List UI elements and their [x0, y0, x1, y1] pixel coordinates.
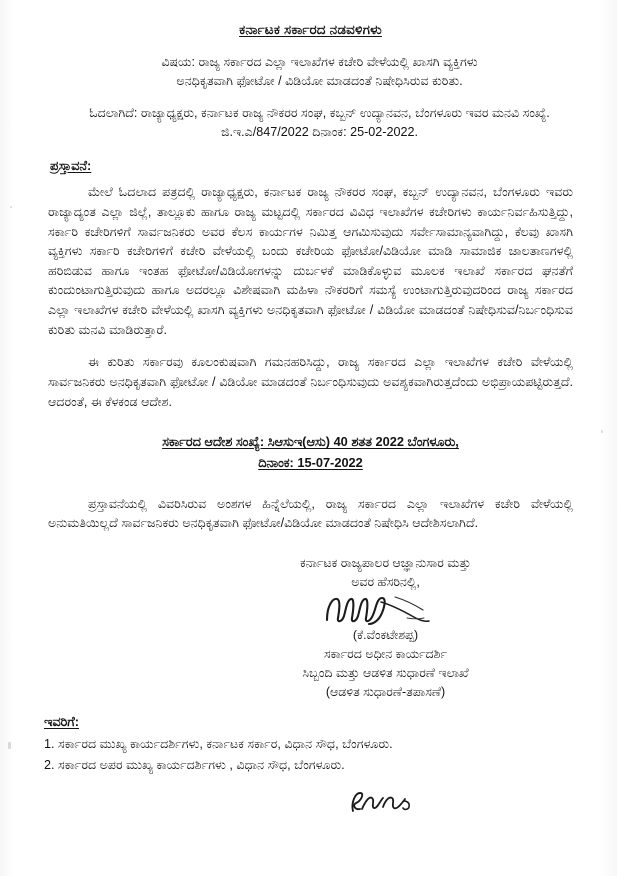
handwritten-initials-icon: [347, 789, 417, 815]
scan-artifact: [8, 742, 11, 749]
subject-block: [42, 53, 579, 91]
reference-line-1: ಓದಲಾಗಿದೆ: ರಾಜ್ಯಾಧ್ಯಕ್ಷರು, ಕರ್ನಾಟಕ ರಾಜ್ಯ ನೌಕರರ ಸಂಘ, ಕಬ್ಬನ್ ಉದ್ಯಾನವನ,: [89, 106, 412, 121]
scan-artifact: [601, 430, 603, 433]
distribution-heading: ಇವರಿಗೆ:: [44, 714, 79, 730]
signatory-name: (ಕೆ.ವೆಂಕಟೇಶಪ್ಪ): [352, 628, 419, 643]
authority-line-2: ಅವರ ಹೆಸರಿನಲ್ಲಿ,: [351, 574, 420, 589]
preamble-heading: ಪ್ರಸ್ತಾವನೆ:: [50, 158, 92, 174]
order-date-line: ದಿನಾಂಕ: 15-07-2022: [258, 455, 363, 471]
preamble-paragraph-2: ಈ ಕುರಿತು ಸರ್ಕಾರವು ಕೂಲಂಕುಷವಾಗಿ ಗಮನಹರಿಸಿದ್ದು, ರಾಜ್ಯ ಸರ್ಕಾರದ ಎಲ್ಲಾ ಇಲಾಖೆಗಳ ಕಚೇರಿ ವೇಳೆಯಲ್ಲಿ ಸಾರ್ವಜನಿಕರು ಅನಧಿಕೃತವಾಗಿ ಫೋಟೋ / ವಿಡಿಯೋ ಮಾಡದಂತೆ ನಿರ್ಬಂಧಿಸುವುದು ಅವಶ್ಯಕವಾಗಿರುತ್ತದೆಂದು ಅಭಿಪ್ರಾಯಪಟ್ಟಿರುತ್ತದೆ. ಆದರಂತೆ, ಈ ಕೆಳಕಂಡ ಆದೇಶ.: [48, 355, 573, 409]
signatory-designation: ಸರ್ಕಾರದ ಅಧೀನ ಕಾರ್ಯದರ್ಶಿ: [324, 647, 447, 662]
authority-line-1: ಕರ್ನಾಟಕ ರಾಜ್ಯಪಾಲರ ಆಜ್ಞಾನುಸಾರ ಮತ್ತು: [300, 555, 471, 570]
order-body-paragraph: ಪ್ರಸ್ತಾವನೆಯಲ್ಲಿ ವಿವರಿಸಿರುವ ಅಂಶಗಳ ಹಿನ್ನೆಲೆಯಲ್ಲಿ, ರಾಜ್ಯ ಸರ್ಕಾರದ ಎಲ್ಲಾ ಇಲಾಖೆಗಳ ಕಚೇರಿ ವೇಳೆಯಲ್ಲಿ ಅನುಮತಿಯಿಲ್ಲದೆ ಸಾರ್ವಜನಿಕರು ಅನಧಿಕೃತವಾಗಿ ಫೋಟೋ/ವಿಡಿಯೋ ಮಾಡದಂತೆ ನಿಷೇಧಿಸಿ ಆದೇಶಿಸಲಾಗಿದೆ.: [48, 496, 573, 531]
signatory-wing: (ಆಡಳಿತ ಸುಧಾರಣೆ-ತಪಾಸಣೆ): [325, 684, 446, 699]
list-item: 1. ಸರ್ಕಾರದ ಮುಖ್ಯ ಕಾರ್ಯದರ್ಶಿಗಳು, ಕರ್ನಾಟಕ ಸರ್ಕಾರ, ವಿಧಾನ ಸೌಧ, ಬೆಂಗಳೂರು.: [44, 737, 393, 752]
page-title: ಕರ್ನಾಟಕ ಸರ್ಕಾರದ ನಡವಳಿಗಳು: [239, 22, 382, 37]
signature-block: [42, 554, 579, 701]
list-item: 2. ಸರ್ಕಾರದ ಅಪರ ಮುಖ್ಯ ಕಾರ್ಯದರ್ಶಿಗಳು , ವಿಧಾನ ಸೌಧ, ಬೆಂಗಳೂರು.: [44, 757, 345, 772]
subject-line-2: ಅನಧಿಕೃತವಾಗಿ ಫೋಟೋ / ವಿಡಿಯೋ ಮಾಡದಂತೆ ನಿಷೇಧಿಸಿರುವ ಕುರಿತು.: [176, 74, 463, 89]
order-number-line: ಸರ್ಕಾರದ ಆದೇಶ ಸಂಖ್ಯೆ: ಸಿಆಸುಇ(ಆಸು) 40 ಶತತ 2022 ಬೆಂಗಳೂರು,: [162, 434, 459, 450]
reference-line-2: ಬೆಂಗಳೂರು ಇವರ ಮನವಿ ಸಂಖ್ಯೆ. ಜಿ.ಇ.ಎ/847/2022 ದಿನಾಂಕ: 25-02-2022.: [220, 106, 550, 140]
order-number-block: [42, 432, 579, 472]
subject-line-1: ವಿಷಯ: ರಾಜ್ಯ ಸರ್ಕಾರದ ಎಲ್ಲಾ ಇಲಾಖೆಗಳ ಕಚೇರಿ ವೇಳೆಯಲ್ಲಿ ಖಾಸಗಿ ವ್ಯಕ್ತಿಗಳು: [161, 55, 478, 70]
signatory-department: ಸಿಬ್ಬಂದಿ ಮತ್ತು ಆಡಳಿತ ಸುಧಾರಣೆ ಇಲಾಖೆ: [302, 665, 469, 680]
scan-artifact: [10, 206, 12, 208]
handwritten-signature-icon: [192, 592, 579, 626]
preamble-paragraph-1: ಮೇಲೆ ಓದಲಾದ ಪತ್ರದಲ್ಲಿ ರಾಜ್ಯಾಧ್ಯಕ್ಷರು, ಕರ್ನಾಟಕ ರಾಜ್ಯ ನೌಕರರ ಸಂಘ, ಕಬ್ಬನ್ ಉದ್ಯಾನವನ, ಬೆಂಗಳೂರು ಇವರು ರಾಜ್ಯಾದ್ಯಂತ ಎಲ್ಲಾ ಜಿಲ್ಲೆ, ತಾಲ್ಲೂಕು ಹಾಗೂ ರಾಜ್ಯ ಮಟ್ಟದಲ್ಲಿ ಸರ್ಕಾರದ ವಿವಿಧ ಇಲಾಖೆಗಳ ಕಚೇರಿಗಳು ಕಾರ್ಯನಿರ್ವಹಿಸುತ್ತಿದ್ದು, ಸರ್ಕಾರಿ ಕಚೇರಿಗಳಿಗೆ ಸಾರ್ವಜನಿಕರು ಅವರ ಕೆಲಸ ಕಾರ್ಯಗಳ ನಿಮಿತ್ತ ಆಗಮಿಸುವುದು ಸರ್ವೇಸಾಮಾನ್ಯವಾಗಿದ್ದು, ಕೆಲವು ಖಾಸಗಿ ವ್ಯಕ್ತಿಗಳು ಸರ್ಕಾರಿ ಕಚೇರಿಗಳಿಗೆ ಕಚೇರಿ ವೇಳೆಯಲ್ಲಿ ಬಂದು ಕಚೇರಿಯ ಫೋಟೋ/ವಿಡಿಯೋ ಮಾಡಿ ಸಾಮಾಜಿಕ ಜಾಲತಾಣಗಳಲ್ಲಿ ಹರಿಬಿಡುವ ಹಾಗೂ ಇಂತಹ ಫೋಟೋ/ವಿಡಿಯೋಗಳನ್ನು ದುರ್ಬಳಕೆ ಮಾಡಿಕೊಳ್ಳುವ ಮೂಲಕ ಇಲಾಖೆ ಸರ್ಕಾರದ ಘನತೆಗೆ ಕುಂದುಂಟಾಗುತ್ತಿರುವುದು ಹಾಗೂ ಅದರಲ್ಲೂ ವಿಶೇಷವಾಗಿ ಮಹಿಳಾ ನೌಕರರಿಗೆ ಸಮಸ್ಯೆ ಉಂಟಾಗುತ್ತಿರುವುದರಿಂದ ರಾಜ್ಯ ಸರ್ಕಾರದ ಎಲ್ಲಾ ಇಲಾಖೆಗಳ ಕಚೇರಿ ವೇಳೆಯಲ್ಲಿ ಖಾಸಗಿ ವ್ಯಕ್ತಿಗಳು ಅನಧಿಕೃತವಾಗಿ ಫೋಟೋ / ವಿಡಿಯೋ ಮಾಡದಂತೆ ನಿಷೇಧಿಸುವ/ನಿರ್ಬಂಧಿಸುವ ಕುರಿತು ಮನವಿ ಮಾಡಿರುತ್ತಾರೆ.: [48, 185, 573, 337]
reference-block: [42, 104, 579, 142]
distribution-list: [44, 734, 579, 775]
